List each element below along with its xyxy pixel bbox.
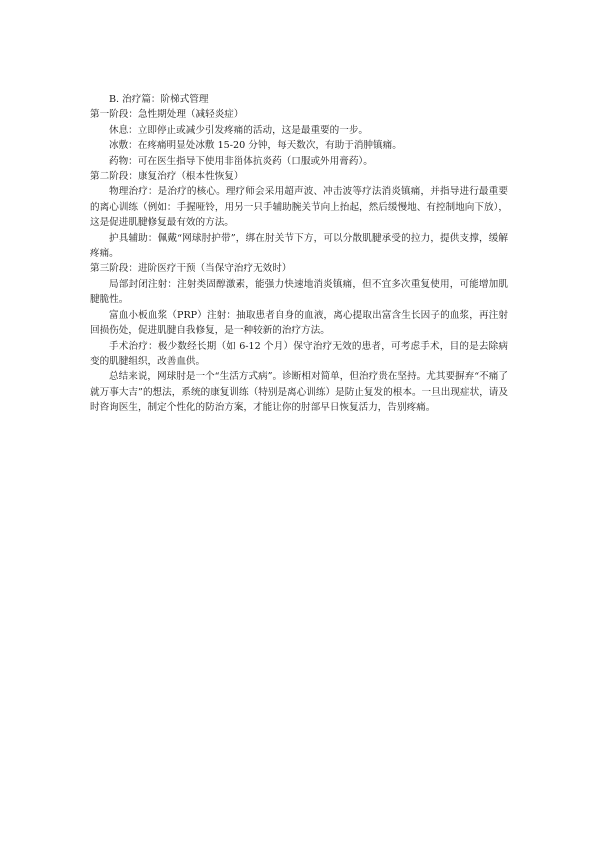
stage2-physio-paragraph: 物理治疗：是治疗的核心。理疗师会采用超声波、冲击波等疗法消炎镇痛，并指导进行最重要的离心训练（例如：手握哑铃，用另一只手辅助腕关节向上抬起，然后缓慢地、有控制地向下放），这是促进肌腱修复最有效的方法。: [90, 186, 508, 229]
conclusion-paragraph: 总结来说，网球肘是一个“生活方式病”。诊断相对简单，但治疗贵在坚持。尤其要摒弃“不痛了就万事大吉”的想法，系统的康复训练（特别是离心训练）是防止复发的根本。一旦出现症状，请及时咨询医生，制定个性化的防治方案，才能让你的肘部早日恢复活力，告别疼痛。: [90, 371, 508, 414]
stage1-rest-paragraph: 休息：立即停止或减少引发疼痛的活动，这是最重要的一步。: [109, 124, 369, 136]
stage2-heading: 第二阶段：康复治疗（根本性恢复）: [90, 171, 244, 183]
stage3-injection-paragraph: 局部封闭注射：注射类固醇激素，能强力快速地消炎镇痛，但不宜多次重复使用，可能增加肌腱脆性。: [90, 278, 508, 306]
stage3-heading: 第三阶段：进阶医疗干预（当保守治疗无效时）: [90, 263, 292, 275]
stage3-prp-paragraph: 富血小板血浆（PRP）注射：抽取患者自身的血液，离心提取出富含生长因子的血浆，再注射回损伤处，促进肌腱自我修复，是一种较新的治疗方法。: [90, 309, 508, 337]
section-title: B. 治疗篇：阶梯式管理: [109, 94, 209, 105]
stage3-surgery-paragraph: 手术治疗：极少数经长期（如 6-12 个月）保守治疗无效的患者，可考虑手术，目的是去除病变的肌腱组织，改善血供。: [90, 340, 508, 367]
stage1-heading: 第一阶段：急性期处理（减轻炎症）: [90, 109, 244, 121]
document-body: [90, 92, 508, 416]
stage1-ice-paragraph: 冰敷：在疼痛明显处冰敷 15-20 分钟，每天数次，有助于消肿镇痛。: [109, 140, 402, 152]
stage1-medication-paragraph: 药物：可在医生指导下使用非甾体抗炎药（口服或外用膏药）。: [109, 155, 373, 167]
stage2-brace-paragraph: 护具辅助：佩戴“网球肘护带”，绑在肘关节下方，可以分散肌腱承受的拉力，提供支撑，缓解疼痛。: [90, 232, 508, 260]
